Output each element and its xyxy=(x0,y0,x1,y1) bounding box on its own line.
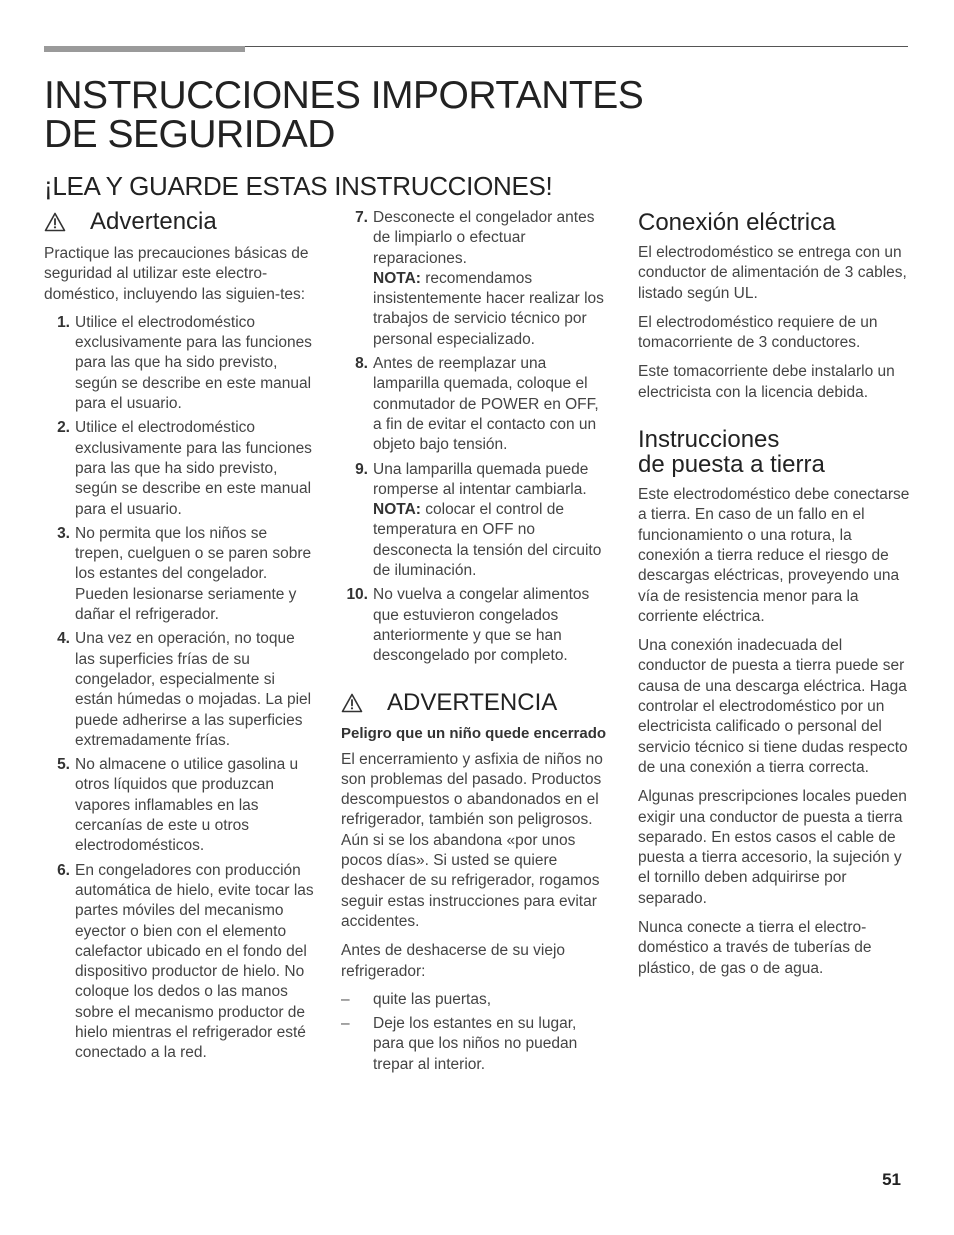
list-item-text: Deje los estantes en su lugar, para que los niños no puedan trepar al interior. xyxy=(373,1015,578,1073)
tierra-paragraph: Una conexión inadecuada del conductor de puesta a tierra puede ser causa de una descarga eléctrica. Haga controlar el electrodoméstico por un electricista calificado o personal del servicio técnico si tiene dudas respecto de una conexión a tierra correcta. xyxy=(638,637,908,776)
column-electrica xyxy=(638,208,910,988)
list-item-text: quite las puertas, xyxy=(373,990,492,1008)
list-item-number: 7. xyxy=(355,209,368,226)
page-title xyxy=(44,76,643,154)
child-warning-heading xyxy=(341,689,609,717)
note-label: NOTA: xyxy=(373,501,421,519)
dash-bullet: – xyxy=(341,990,350,1008)
list-item xyxy=(341,990,609,1010)
tierra-heading-line-1: Instrucciones xyxy=(638,426,780,454)
tierra-heading xyxy=(638,427,910,477)
advertencia-list xyxy=(44,313,314,1064)
list-item xyxy=(44,418,314,519)
conexion-paragraph: El electrodoméstico se entrega con un conductor de alimentación de 3 cables, listado según UL. xyxy=(638,244,907,302)
list-item xyxy=(341,1014,609,1075)
list-item-text: No permita que los niños se trepen, cuelguen o se paren sobre los estantes del congelador. Pueden lesionarse seriamente y dañar el refrigerador. xyxy=(75,524,312,624)
list-item-number: 6. xyxy=(57,861,70,879)
top-rule-accent xyxy=(44,46,245,52)
page-title-line-2: DE SEGURIDAD xyxy=(44,113,335,156)
list-item-number: 3. xyxy=(57,524,70,542)
list-item-text: Utilice el electrodoméstico exclusivamente para las funciones para las que ha sido previsto, según se describe en este manual para el usuario. xyxy=(75,419,312,518)
list-item xyxy=(44,755,314,856)
list-item-text: No vuelva a congelar alimentos que estuvieron congelados anteriormente y que se han descongelado por completo. xyxy=(373,586,590,665)
column-advertencia xyxy=(44,208,314,1068)
list-item-number: 8. xyxy=(355,355,368,373)
list-item-text: No almacene o utilice gasolina u otros líquidos que produzcan vapores inflamables en las cercanías de este u otros electrodomésticos. xyxy=(75,756,299,855)
tierra-paragraph: Nunca conecte a tierra el electro-doméstico a través de tuberías de plástico, de gas o de agua. xyxy=(638,919,872,977)
conexion-paragraph: Este tomacorriente debe instalarlo un electricista con la licencia debida. xyxy=(638,363,895,401)
page-title-line-1: INSTRUCCIONES IMPORTANTES xyxy=(44,74,644,117)
list-item-number: 10. xyxy=(346,586,368,604)
list-item-text: Una vez en operación, no toque las superficies frías de su congelador, especialmente si están húmedas o mojadas. La piel puede adherirse a las superficies extremadamente frías. xyxy=(75,630,312,749)
disposal-list xyxy=(341,990,609,1075)
list-item-text: Desconecte el congelador antes de limpiarlo o efectuar reparaciones. xyxy=(373,209,595,267)
child-warning-subhead: Peligro que un niño quede encerrado xyxy=(341,724,607,742)
column-continued xyxy=(341,208,609,1079)
advertencia-heading-text: Advertencia xyxy=(90,208,217,235)
page-subtitle: ¡LEA Y GUARDE ESTAS INSTRUCCIONES! xyxy=(44,171,553,201)
list-item-number: 1. xyxy=(57,313,70,331)
page-number: 51 xyxy=(882,1170,901,1189)
list-item-text: Una lamparilla quemada puede romperse al intentar cambiarla. xyxy=(373,460,589,498)
list-item xyxy=(341,354,609,455)
list-item-text: En congeladores con producción automática de hielo, evite tocar las partes móviles del mecanismo eyector o bien con el elemento calefactor ubicado en el fondo del dispositivo productor de hielo. No coloque los dedos o las manos sobre el mecanismo productor de hielo mientras el refrigerador esté conectado a la red. xyxy=(75,861,314,1062)
advertencia-intro: Practique las precauciones básicas de seguridad al utilizar este electro-doméstico, incluyendo las siguien-tes: xyxy=(44,245,309,303)
note-label: NOTA: xyxy=(373,269,421,287)
advertencia-list-continued xyxy=(341,208,609,667)
list-item-text: Utilice el electrodoméstico exclusivamente para las funciones para las que ha sido previsto, según se describe en este manual para el usuario. xyxy=(75,313,312,413)
tierra-paragraph: Algunas prescripciones locales pueden exigir una conductor de puesta a tierra separado. En estos casos el cable de puesta a tierra accesorio, la sujeción y el tornillo deben adquirirse por separado. xyxy=(638,788,907,907)
disposal-intro: Antes de deshacerse de su viejo refrigerador: xyxy=(341,942,566,980)
tierra-heading-line-2: de puesta a tierra xyxy=(638,451,825,479)
conexion-heading: Conexión eléctrica xyxy=(638,209,836,236)
list-item-number: 9. xyxy=(355,460,368,478)
list-item xyxy=(44,524,314,625)
child-warning-heading-text: ADVERTENCIA xyxy=(387,688,558,716)
list-item-text: Antes de reemplazar una lamparilla quemada, coloque el conmutador de POWER en OFF, a fin de evitar el contacto con un objeto bajo tensión. xyxy=(373,355,599,454)
list-item xyxy=(341,460,609,582)
child-warning-paragraph: El encerramiento y asfixia de niños no son problemas del pasado. Productos descompuestos o abandonados en el refrigerador, también son peligrosos. Aún si se los abandona «por unos pocos días». Si usted se quiere deshacer de su refrigerador, rogamos seguir estas instrucciones para evitar accidentes. xyxy=(341,750,603,930)
list-item xyxy=(44,861,314,1064)
list-item-number: 2. xyxy=(57,419,70,437)
list-item xyxy=(44,313,314,414)
note-text: recomendamos insistentemente hacer realizar los trabajos de servicio técnico por personal especializado. xyxy=(373,269,604,348)
conexion-paragraph: El electrodoméstico requiere de un tomacorriente de 3 conductores. xyxy=(638,313,878,352)
list-item-number: 5. xyxy=(57,756,70,774)
warning-triangle-icon xyxy=(341,693,363,713)
warning-triangle-icon xyxy=(44,212,66,232)
list-item-number: 4. xyxy=(57,630,70,648)
note-text: colocar el control de temperatura en OFF no desconecta la tensión del circuito de iluminación. xyxy=(373,501,602,580)
advertencia-heading xyxy=(44,208,314,236)
list-item xyxy=(44,629,314,751)
list-item xyxy=(341,585,609,666)
list-item xyxy=(341,208,609,350)
tierra-paragraph: Este electrodoméstico debe conectarse a tierra. En caso de un fallo en el funcionamiento o una rotura, la conexión a tierra reduce el riesgo de descargas eléctricas, proveyendo una vía de resistencia menor para la corriente eléctrica. xyxy=(638,486,910,625)
dash-bullet: – xyxy=(341,1015,350,1033)
